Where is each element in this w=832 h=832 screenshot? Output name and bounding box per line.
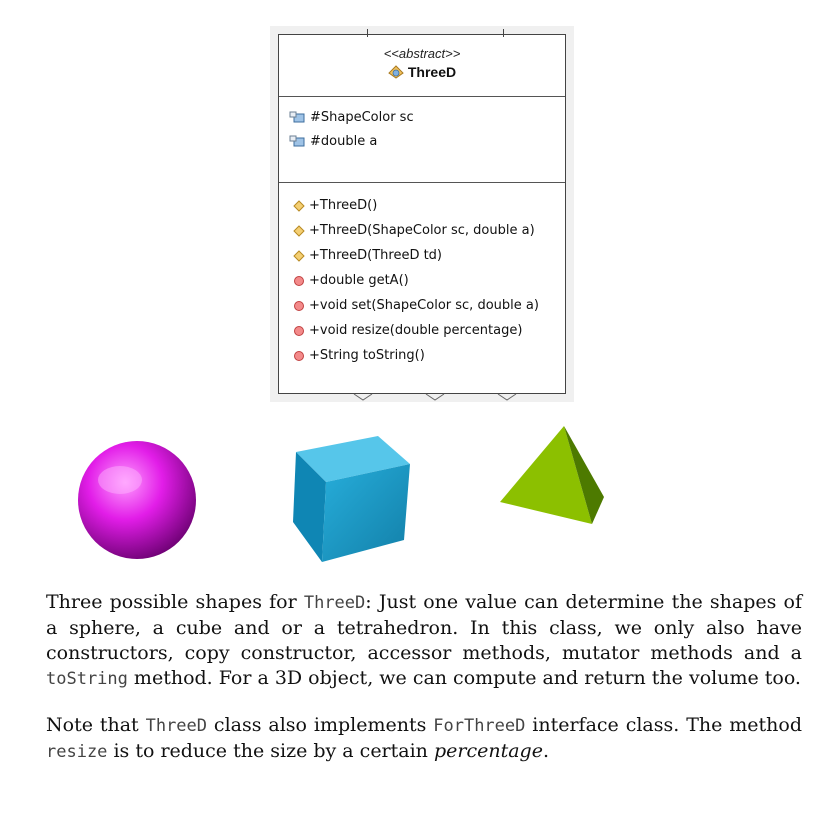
text-run: is to reduce the size by a certain xyxy=(107,740,434,762)
inheritance-arrow-icon xyxy=(353,393,373,401)
connector-stub xyxy=(367,29,368,37)
operation-row xyxy=(293,243,565,268)
stereotype: <<abstract>> xyxy=(383,46,461,61)
cube-icon xyxy=(293,436,410,562)
operation-row xyxy=(293,193,565,218)
sphere-icon xyxy=(78,441,196,559)
inheritance-arrow-icon xyxy=(497,393,517,401)
text-run: . xyxy=(542,740,549,762)
operation-text: +ThreeD() xyxy=(309,198,378,213)
code-resize: resize xyxy=(46,742,108,762)
operations-section xyxy=(279,183,565,368)
operation-row xyxy=(293,318,565,343)
constructor-icon xyxy=(293,225,305,237)
attribute-text: #double a xyxy=(310,133,378,149)
method-icon xyxy=(293,300,305,312)
attribute-text: #ShapeColor sc xyxy=(310,109,414,125)
operation-text: +double getA() xyxy=(309,273,409,288)
code-tostring: toString xyxy=(46,669,128,689)
code-threed: ThreeD xyxy=(303,593,366,613)
operation-text: +ThreeD(ThreeD td) xyxy=(309,248,443,263)
operation-text: +String toString() xyxy=(309,348,425,363)
operation-row xyxy=(293,343,565,368)
operation-text: +void resize(double percentage) xyxy=(309,323,523,338)
paragraph-1 xyxy=(46,590,802,692)
class-header xyxy=(279,35,565,97)
shapes-illustration xyxy=(0,402,832,572)
code-forthreed: ForThreeD xyxy=(433,716,526,736)
attribute-row xyxy=(289,105,565,129)
class-title xyxy=(388,64,456,80)
connector-stub xyxy=(503,29,504,37)
attribute-row xyxy=(289,129,565,153)
text-run: Note that xyxy=(46,714,146,736)
operation-row xyxy=(293,218,565,243)
uml-class-diagram xyxy=(270,26,574,402)
operation-row xyxy=(293,293,565,318)
tetrahedron-icon xyxy=(486,402,630,572)
method-icon xyxy=(293,275,305,287)
constructor-icon xyxy=(293,250,305,262)
field-icon xyxy=(289,135,305,147)
inheritance-arrow-icon xyxy=(425,393,445,401)
operation-row xyxy=(293,268,565,293)
emphasis-percentage: percentage xyxy=(433,740,543,762)
text-run: method. For a 3D object, we can compute and return the volume too. xyxy=(127,667,801,689)
attributes-section xyxy=(279,97,565,183)
constructor-icon xyxy=(293,200,305,212)
class-icon xyxy=(388,65,404,79)
uml-class-box xyxy=(278,34,566,394)
paragraph-2 xyxy=(46,713,802,765)
code-threed: ThreeD xyxy=(145,716,208,736)
text-run: interface class. The method xyxy=(525,714,802,736)
operation-text: +void set(ShapeColor sc, double a) xyxy=(309,298,539,313)
description-text xyxy=(46,590,802,765)
text-run: : Just one value can determine the shapes of a sphere, a cube and or a tetrahedron. In this class, we only also have constructors, copy constructor, accessor methods, mutator methods and a xyxy=(46,591,802,664)
text-run: class also implements xyxy=(207,714,434,736)
operation-text: +ThreeD(ShapeColor sc, double a) xyxy=(309,223,535,238)
class-name: ThreeD xyxy=(407,64,457,80)
method-icon xyxy=(293,350,305,362)
field-icon xyxy=(289,111,305,123)
text-run: Three possible shapes for xyxy=(46,591,304,613)
method-icon xyxy=(293,325,305,337)
